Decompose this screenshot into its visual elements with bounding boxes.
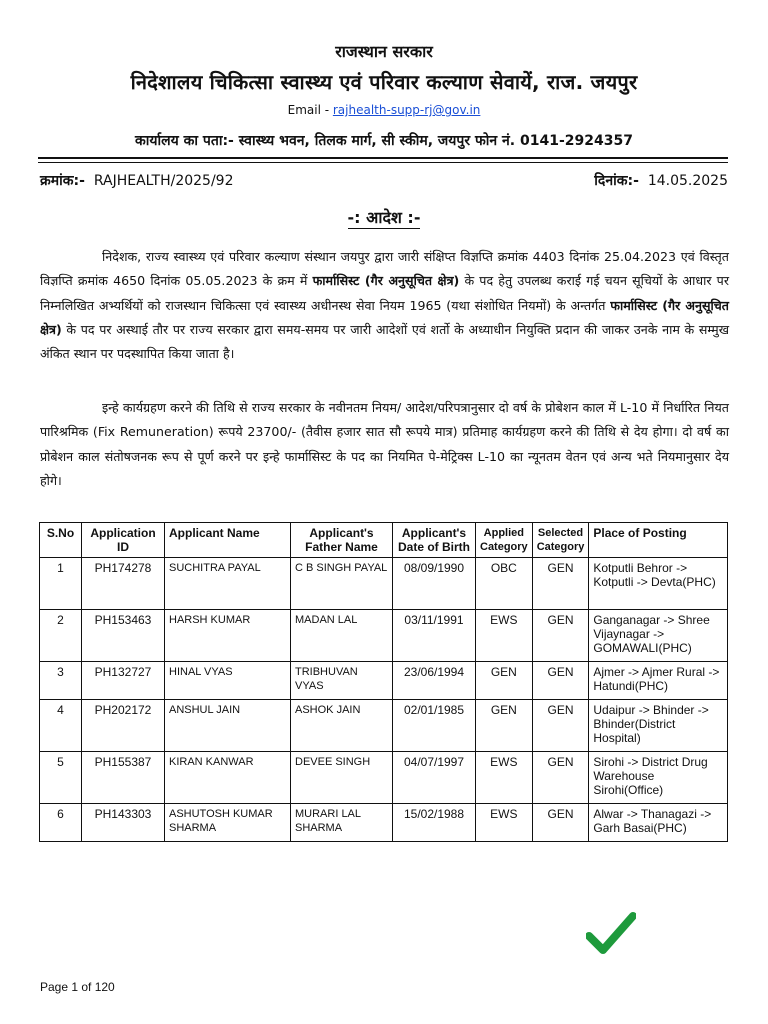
date-value: 14.05.2025 — [647, 173, 728, 189]
header-selected-category: Selected Category — [532, 523, 589, 558]
cell-application-id: PH202172 — [82, 700, 165, 752]
header-place-of-posting: Place of Posting — [589, 523, 728, 558]
cell-applied-category: EWS — [476, 610, 533, 662]
reference-number — [40, 171, 233, 190]
order-title — [0, 206, 768, 228]
cell-applicant-name: SUCHITRA PAYAL — [165, 558, 291, 610]
header-sno: S.No — [40, 523, 82, 558]
cell-applied-category: EWS — [476, 752, 533, 804]
header-divider — [38, 157, 728, 159]
order-title-text: -: आदेश :- — [347, 208, 421, 227]
cell-selected-category: GEN — [532, 558, 589, 610]
cell-applicant-name: ANSHUL JAIN — [165, 700, 291, 752]
cell-father-name: TRIBHUVAN VYAS — [291, 662, 393, 700]
cell-father-name: MADAN LAL — [291, 610, 393, 662]
order-date — [594, 171, 728, 190]
cell-place-of-posting: Udaipur -> Bhinder -> Bhinder(District Hospital) — [589, 700, 728, 752]
cell-applied-category: GEN — [476, 700, 533, 752]
header-date-of-birth: Applicant's Date of Birth — [393, 523, 476, 558]
table-row — [40, 804, 728, 842]
table-row — [40, 700, 728, 752]
email-label: Email - — [287, 103, 333, 117]
cell-date-of-birth: 02/01/1985 — [393, 700, 476, 752]
cell-father-name: C B SINGH PAYAL — [291, 558, 393, 610]
reference-label: क्रमांक:- — [40, 173, 85, 189]
cell-applicant-name: HINAL VYAS — [165, 662, 291, 700]
cell-application-id: PH174278 — [82, 558, 165, 610]
header-divider-thin — [38, 162, 728, 163]
check-mark-icon — [586, 910, 636, 956]
cell-father-name: DEVEE SINGH — [291, 752, 393, 804]
para1-post-2: फार्मासिस्ट (गैर अनुसूचित क्षेत्र) — [40, 297, 729, 337]
email-line — [0, 103, 768, 117]
cell-selected-category: GEN — [532, 700, 589, 752]
cell-date-of-birth: 03/11/1991 — [393, 610, 476, 662]
cell-selected-category: GEN — [532, 662, 589, 700]
cell-selected-category: GEN — [532, 610, 589, 662]
cell-date-of-birth: 04/07/1997 — [393, 752, 476, 804]
page-number: Page 1 of 120 — [40, 980, 115, 994]
table-row — [40, 610, 728, 662]
cell-sno: 6 — [40, 804, 82, 842]
order-paragraph-2 — [40, 396, 729, 493]
cell-application-id: PH132727 — [82, 662, 165, 700]
table-row — [40, 752, 728, 804]
office-address: कार्यालय का पता:- स्वास्थ्य भवन, तिलक मार्ग, सी स्कीम, जयपुर फोन नं. 0141-2924357 — [135, 133, 633, 149]
cell-date-of-birth: 23/06/1994 — [393, 662, 476, 700]
cell-selected-category: GEN — [532, 752, 589, 804]
table-header-row — [40, 523, 728, 558]
cell-father-name: ASHOK JAIN — [291, 700, 393, 752]
header-applicant-name: Applicant Name — [165, 523, 291, 558]
date-label: दिनांक:- — [594, 173, 639, 189]
cell-application-id: PH143303 — [82, 804, 165, 842]
cell-place-of-posting: Sirohi -> District Drug Warehouse Sirohi(Office) — [589, 752, 728, 804]
reference-value: RAJHEALTH/2025/92 — [93, 173, 234, 189]
cell-father-name: MURARI LAL SHARMA — [291, 804, 393, 842]
cell-date-of-birth: 15/02/1988 — [393, 804, 476, 842]
order-paragraph-1 — [40, 245, 729, 366]
cell-place-of-posting: Ajmer -> Ajmer Rural -> Hatundi(PHC) — [589, 662, 728, 700]
table-row — [40, 662, 728, 700]
government-title: राजस्थान सरकार — [335, 42, 433, 61]
header-application-id: Application ID — [82, 523, 165, 558]
cell-applied-category: OBC — [476, 558, 533, 610]
cell-selected-category: GEN — [532, 804, 589, 842]
cell-sno: 3 — [40, 662, 82, 700]
header-father-name: Applicant's Father Name — [291, 523, 393, 558]
cell-applicant-name: HARSH KUMAR — [165, 610, 291, 662]
email-link[interactable]: rajhealth-supp-rj@gov.in — [332, 103, 481, 117]
cell-sno: 5 — [40, 752, 82, 804]
cell-place-of-posting: Alwar -> Thanagazi -> Garh Basai(PHC) — [589, 804, 728, 842]
cell-sno: 1 — [40, 558, 82, 610]
cell-applied-category: EWS — [476, 804, 533, 842]
appointment-table — [39, 522, 728, 842]
cell-sno: 2 — [40, 610, 82, 662]
cell-applied-category: GEN — [476, 662, 533, 700]
cell-application-id: PH155387 — [82, 752, 165, 804]
para2-text: इन्हे कार्यग्रहण करने की तिथि से राज्य सरकार के नवीनतम नियम/ आदेश/परिपत्रानुसार दो वर्ष के प्रोबेशन काल में L-10 में निर्धारित नियत पारिश्रमिक (Fix Remuneration) रूपये 23700/- (तैवीस हजार सात सौ रूपये मात्र) प्रतिमाह कार्यग्रहण करने की तिथि से देय होगा। दो वर्ष का प्रोबेशन काल संतोषजनक रूप से पूर्ण करने पर इन्हे फार्मासिस्ट के पद का नियमित पे-मेट्रिक्स L-10 का न्यूनतम वेतन एवं अन्य भते नियमानुसार देय होगे। — [40, 400, 729, 488]
para1-text-1: निदेशक, राज्य स्वास्थ्य एवं परिवार कल्याण संस्थान जयपुर द्वारा जारी संक्षिप्त विज्ञप्ति क्रमांक 4403 दिनांक 25.04.2023 एवं विस्तृत विज्ञप्ति क्रमांक 4650 दिनांक 05.05.2023 के क्रम में — [40, 249, 729, 289]
cell-sno: 4 — [40, 700, 82, 752]
header-applied-category: Applied Category — [476, 523, 533, 558]
department-title: निदेशालय चिकित्सा स्वास्थ्य एवं परिवार कल्याण सेवायें, राज. जयपुर — [130, 70, 638, 94]
cell-application-id: PH153463 — [82, 610, 165, 662]
cell-applicant-name: ASHUTOSH KUMAR SHARMA — [165, 804, 291, 842]
cell-applicant-name: KIRAN KANWAR — [165, 752, 291, 804]
table-row — [40, 558, 728, 610]
para1-text-2: के पद हेतु उपलब्ध कराई गई चयन सूचियों के आधार पर निम्नलिखित अभ्यर्थियों को राजस्थान चिकित्सा एवं स्वास्थ्य अधीनस्थ सेवा नियम 1965 (यथा संशोधित नियमों) के अन्तर्गत — [40, 273, 729, 313]
cell-date-of-birth: 08/09/1990 — [393, 558, 476, 610]
para1-text-3: के पद पर अस्थाई तौर पर राज्य सरकार द्वारा समय-समय पर जारी आदेशों एवं शर्तो के अध्याधीन नियुक्ति प्रदान की जाकर उनके नाम के सम्मुख अंकित स्थान पर पदस्थापित किया जाता है। — [40, 321, 729, 362]
para1-post-1: फार्मासिस्ट (गैर अनुसूचित क्षेत्र) — [312, 273, 460, 289]
cell-place-of-posting: Kotputli Behror -> Kotputli -> Devta(PHC) — [589, 558, 728, 610]
cell-place-of-posting: Ganganagar -> Shree Vijaynagar -> GOMAWALI(PHC) — [589, 610, 728, 662]
